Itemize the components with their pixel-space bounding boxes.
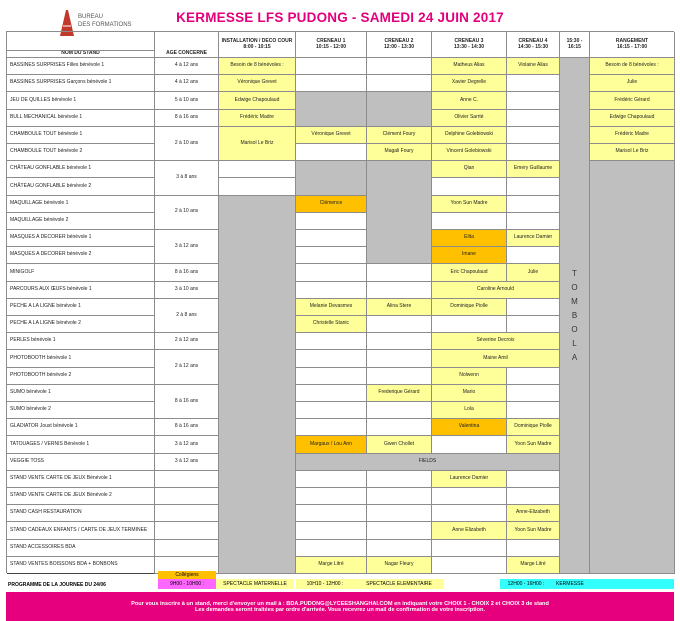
stand-name: STAND VENTE CARTE DE JEUX Bénévole 2 [7, 488, 155, 505]
empty-slot [296, 247, 367, 264]
volunteer-slot: Elita [432, 230, 507, 247]
empty-slot [367, 368, 432, 385]
volunteer-slot: Laurence Damier [432, 471, 507, 488]
empty-slot [296, 350, 367, 367]
volunteer-slot: Nagar Fleury [367, 557, 432, 574]
volunteer-slot: Anne Elizabeth [432, 522, 507, 539]
stand-name: GLADIATOR Joust bénévole 1 [7, 419, 155, 436]
stand-name: PECHE A LA LIGNE bénévole 2 [7, 316, 155, 333]
footer-banner [6, 592, 674, 621]
empty-slot [507, 540, 560, 557]
empty-slot [296, 522, 367, 539]
stand-name: CHAMBOULE TOUT bénévole 2 [7, 144, 155, 161]
program-kermesse: KERMESSE [552, 579, 674, 589]
volunteer-slot: Véronique Grevet [219, 75, 296, 92]
empty-slot [367, 282, 432, 299]
empty-slot [432, 488, 507, 505]
volunteer-slot: Margaux / Lou Ann [296, 436, 367, 453]
stand-name: SUMO bénévole 1 [7, 385, 155, 402]
empty-slot [507, 368, 560, 385]
volunteer-slot: Séverine Decroix [432, 333, 560, 350]
volunteer-slot: Xavier Degrelle [432, 75, 507, 92]
empty-slot [296, 385, 367, 402]
volunteer-slot: Yoon Sun Madre [432, 196, 507, 213]
column-title: CRENEAU 3 [454, 37, 484, 44]
volunteer-slot: Caroline Arnould [432, 282, 560, 299]
empty-slot [367, 350, 432, 367]
volunteer-slot: Melanie Devasmes [296, 299, 367, 316]
volunteer-slot: Gwen Chollet [367, 436, 432, 453]
empty-slot [507, 127, 560, 144]
stand-name: CHAMBOULE TOUT bénévole 1 [7, 127, 155, 144]
empty-slot [367, 505, 432, 522]
volunteer-slot: Besoin de 8 bénévoles : [590, 58, 675, 75]
column-header-creneau-3 [432, 32, 507, 58]
empty-slot [296, 540, 367, 557]
volunteer-slot: Yoon Sun Madre [507, 522, 560, 539]
stand-name: JEU DE QUILLES bénévole 1 [7, 92, 155, 109]
age-range: 3 à 12 ans [155, 436, 219, 453]
empty-slot [507, 92, 560, 109]
grey-block [219, 196, 296, 574]
tombola-column [560, 58, 590, 574]
column-title: CRENEAU 1 [316, 37, 346, 44]
empty-slot [367, 419, 432, 436]
program-maternelle-time: 9H00 - 10H00 : [158, 579, 216, 589]
empty-slot [367, 522, 432, 539]
age-range: 2 à 8 ans [155, 299, 219, 333]
stand-name: VEGGIE TOSS [7, 454, 155, 471]
empty-slot [296, 419, 367, 436]
empty-slot [367, 58, 432, 75]
empty-slot [507, 110, 560, 127]
empty-slot [432, 213, 507, 230]
stand-name: STAND ACCESSOIRES BDA [7, 540, 155, 557]
program-label: PROGRAMME DE LA JOURNEE DU 24/06 [8, 581, 106, 588]
empty-slot [296, 264, 367, 281]
empty-slot [296, 368, 367, 385]
stand-name: CHÂTEAU GONFLABLE bénévole 2 [7, 178, 155, 195]
empty-slot [296, 58, 367, 75]
volunteer-slot: Christelle Stanic [296, 316, 367, 333]
program-college-label: Collégiens [158, 571, 216, 579]
stand-name: MINIGOLF [7, 264, 155, 281]
column-time: 12:00 - 13:30 [383, 43, 415, 50]
volunteer-slot: Frédéric Madre [590, 127, 675, 144]
empty-slot [296, 230, 367, 247]
volunteer-slot: Qian [432, 161, 507, 178]
empty-slot [219, 161, 296, 178]
age-range [155, 540, 219, 557]
volunteer-slot: Marge Litré [507, 557, 560, 574]
volunteer-slot: Frédéric Gérard [590, 92, 675, 109]
empty-slot [367, 264, 432, 281]
column-time: 10:15 - 12:00 [315, 43, 347, 50]
column-header-creneau-4 [507, 32, 560, 58]
grey-block [590, 161, 675, 574]
age-range [155, 488, 219, 505]
column-header-installation [219, 32, 296, 58]
column-time: 13:30 - 14:30 [453, 43, 485, 50]
volunteer-slot: Vincent Golebiowski [432, 144, 507, 161]
volunteer-slot: Anne-Elizabeth [507, 505, 560, 522]
stand-name: STAND CADEAUX ENFANTS / CARTE DE JEUX TERMINEE [7, 522, 155, 539]
age-range: 2 à 10 ans [155, 127, 219, 161]
volunteer-slot: Edwige Chapoulaud [590, 110, 675, 127]
empty-slot [367, 471, 432, 488]
age-range: 8 à 16 ans [155, 264, 219, 281]
stand-name: BASSINES SURPRISES Filles bénévole 1 [7, 58, 155, 75]
volunteer-slot: Marisol Le Briz [219, 127, 296, 161]
program-elementaire: SPECTACLE ELEMENTAIRE [354, 579, 444, 589]
volunteer-slot: Véronique Grevet [296, 127, 367, 144]
empty-slot [432, 436, 507, 453]
empty-slot [296, 505, 367, 522]
tombola-letter: A [571, 352, 578, 362]
empty-slot [507, 178, 560, 195]
page-title: KERMESSE LFS PUDONG - SAMEDI 24 JUIN 2017 [176, 10, 504, 25]
grey-block [367, 92, 432, 126]
volunteer-slot: Emery Guillaume [507, 161, 560, 178]
empty-slot [219, 178, 296, 195]
volunteer-slot: Violaine Alias [507, 58, 560, 75]
empty-slot [296, 471, 367, 488]
column-title: CRENEAU 4 [518, 37, 548, 44]
volunteer-slot: Julie [590, 75, 675, 92]
stand-name: BULL MECHANICAL bénévole 1 [7, 110, 155, 127]
age-range: 2 à 12 ans [155, 350, 219, 384]
empty-slot [367, 402, 432, 419]
empty-slot [507, 316, 560, 333]
column-header-creneau-2 [367, 32, 432, 58]
column-title: RANGEMENT [615, 37, 649, 44]
volunteer-slot: Alina Stere [367, 299, 432, 316]
stand-name: MAQUILLAGE bénévole 2 [7, 213, 155, 230]
empty-slot [367, 333, 432, 350]
svg-text:DES FORMATIONS: DES FORMATIONS [78, 22, 132, 28]
column-time: 16:15 - 17:00 [616, 43, 648, 50]
grey-block [296, 92, 367, 126]
program-kermesse-time: 12H00 - 16H00 : [500, 579, 552, 589]
column-time: 14:30 - 15:30 [517, 43, 549, 50]
empty-slot [367, 316, 432, 333]
column-header-rangement [590, 32, 675, 58]
age-range: 8 à 16 ans [155, 419, 219, 436]
age-range [155, 522, 219, 539]
volunteer-slot: Dominique Piolle [432, 299, 507, 316]
stand-name: PECHE A LA LIGNE bénévole 1 [7, 299, 155, 316]
volunteer-slot: Clémence [296, 196, 367, 213]
volunteer-slot: Nolwenn [432, 368, 507, 385]
stand-name: PHOTOBOOTH bénévole 1 [7, 350, 155, 367]
tombola-letter: L [572, 338, 577, 348]
empty-slot [432, 316, 507, 333]
tombola-letter: T [572, 268, 577, 278]
volunteer-slot: Imane [432, 247, 507, 264]
stand-name: PARCOURS AUX ŒUFS bénévole 1 [7, 282, 155, 299]
volunteer-slot: Julie [507, 264, 560, 281]
empty-slot [296, 333, 367, 350]
age-range: 2 à 10 ans [155, 196, 219, 230]
empty-slot [296, 488, 367, 505]
volunteer-slot: Besoin de 8 bénévoles : [219, 58, 296, 75]
empty-slot [507, 385, 560, 402]
grey-block [296, 161, 367, 195]
volunteer-slot: Clément Foury [367, 127, 432, 144]
stand-name: PERLES bénévole 1 [7, 333, 155, 350]
footer-line-1: Pour vous inscrire à un stand, merci d'envoyer un mail à : BDA.PUDONG@LYCEESHANGHAI.COM en indiquant votre CHOIX 1 - CHOIX 2 et CHOIX 3 de stand [131, 600, 549, 607]
tombola-letter: B [571, 310, 578, 320]
column-header-name: NOM DU STAND [7, 50, 155, 58]
volunteer-slot: Olivier Sarrté [432, 110, 507, 127]
stand-name: MASQUES A DECORER bénévole 2 [7, 247, 155, 264]
column-time: 8:00 - 10:15 [243, 43, 271, 50]
empty-slot [507, 402, 560, 419]
volunteer-slot: Marge Litré [296, 557, 367, 574]
volunteer-slot: Dominique Piolle [507, 419, 560, 436]
empty-slot [296, 75, 367, 92]
column-header-creneau-1 [296, 32, 367, 58]
schedule-table [6, 31, 674, 573]
age-range: 5 à 10 ans [155, 92, 219, 109]
program-maternelle: SPECTACLE MATERNELLE [216, 579, 294, 589]
age-range: 8 à 16 ans [155, 110, 219, 127]
svg-text:BUREAU: BUREAU [78, 14, 104, 20]
age-range: 3 à 12 ans [155, 230, 219, 264]
empty-slot [296, 144, 367, 161]
tombola-letter: O [571, 324, 578, 334]
stand-name: TATOUAGES / VERNIS Bénévole 1 [7, 436, 155, 453]
age-range: 8 à 16 ans [155, 385, 219, 419]
volunteer-slot: Anne C. [432, 92, 507, 109]
age-range: 4 à 12 ans [155, 58, 219, 75]
volunteer-slot: Yoon Sun Madre [507, 436, 560, 453]
empty-slot [507, 247, 560, 264]
empty-slot [367, 540, 432, 557]
empty-slot [296, 402, 367, 419]
age-range [155, 505, 219, 522]
stand-name: STAND VENTES BOISSONS BDA + BONBONS [7, 557, 155, 574]
age-range: 3 à 8 ans [155, 161, 219, 195]
column-header-age: AGE CONCERNE [155, 32, 219, 58]
column-header-tombola-time: 15:30 - 16:15 [560, 32, 590, 58]
volunteer-slot: Eric Chapoulaud [432, 264, 507, 281]
volunteer-slot: Edwige Chapoulaud [219, 92, 296, 109]
empty-slot [432, 557, 507, 574]
volunteer-slot: Frederique Gérard [367, 385, 432, 402]
age-range [155, 471, 219, 488]
empty-slot [432, 540, 507, 557]
volunteer-slot: Marisol Le Briz [590, 144, 675, 161]
empty-slot [296, 213, 367, 230]
tombola-letter: M [571, 296, 578, 306]
empty-slot [507, 75, 560, 92]
volunteer-slot: Delphine Golebiowski [432, 127, 507, 144]
stand-name: MASQUES A DECORER bénévole 1 [7, 230, 155, 247]
empty-slot [507, 196, 560, 213]
volunteer-slot: Mario [432, 385, 507, 402]
volunteer-slot: Valentina [432, 419, 507, 436]
empty-slot [432, 505, 507, 522]
stand-name: MAQUILLAGE bénévole 1 [7, 196, 155, 213]
volunteer-slot: Frédéric Madre [219, 110, 296, 127]
grey-block [367, 161, 432, 264]
stand-name: PHOTOBOOTH bénévole 2 [7, 368, 155, 385]
empty-slot [507, 299, 560, 316]
stand-name: STAND VENTE CARTE DE JEUX Bénévole 1 [7, 471, 155, 488]
column-title: INSTALLATION / DECO COUR [221, 37, 293, 44]
program-elementaire-time: 10H10 - 12H00 : [296, 579, 354, 589]
column-title: CRENEAU 2 [384, 37, 414, 44]
volunteer-slot: Lola [432, 402, 507, 419]
age-range: 2 à 12 ans [155, 333, 219, 350]
volunteer-slot: Laurence Damier [507, 230, 560, 247]
empty-slot [296, 282, 367, 299]
footer-line-2: Les demandes seront traitées par ordre d'arrivée. Vous recevrez un mail de confirmation de votre inscription. [194, 606, 486, 613]
empty-slot [507, 213, 560, 230]
volunteer-slot: Magali Foury [367, 144, 432, 161]
tombola-letter: O [571, 282, 578, 292]
empty-slot [367, 488, 432, 505]
age-range: 3 à 12 ans [155, 454, 219, 471]
empty-slot [507, 471, 560, 488]
empty-slot [507, 144, 560, 161]
empty-slot [432, 178, 507, 195]
volunteer-slot: FIELDS [296, 454, 560, 471]
volunteer-slot: Matheus Alias [432, 58, 507, 75]
stand-name: SUMO bénévole 2 [7, 402, 155, 419]
empty-slot [367, 75, 432, 92]
stand-name: BASSINES SURPRISES Garçons bénévole 1 [7, 75, 155, 92]
age-range: 4 à 12 ans [155, 75, 219, 92]
stand-name: STAND CASH RESTAURATION [7, 505, 155, 522]
volunteer-slot: Maine Amil [432, 350, 560, 367]
stand-name: CHÂTEAU GONFLABLE bénévole 1 [7, 161, 155, 178]
age-range: 3 à 10 ans [155, 282, 219, 299]
empty-slot [507, 488, 560, 505]
